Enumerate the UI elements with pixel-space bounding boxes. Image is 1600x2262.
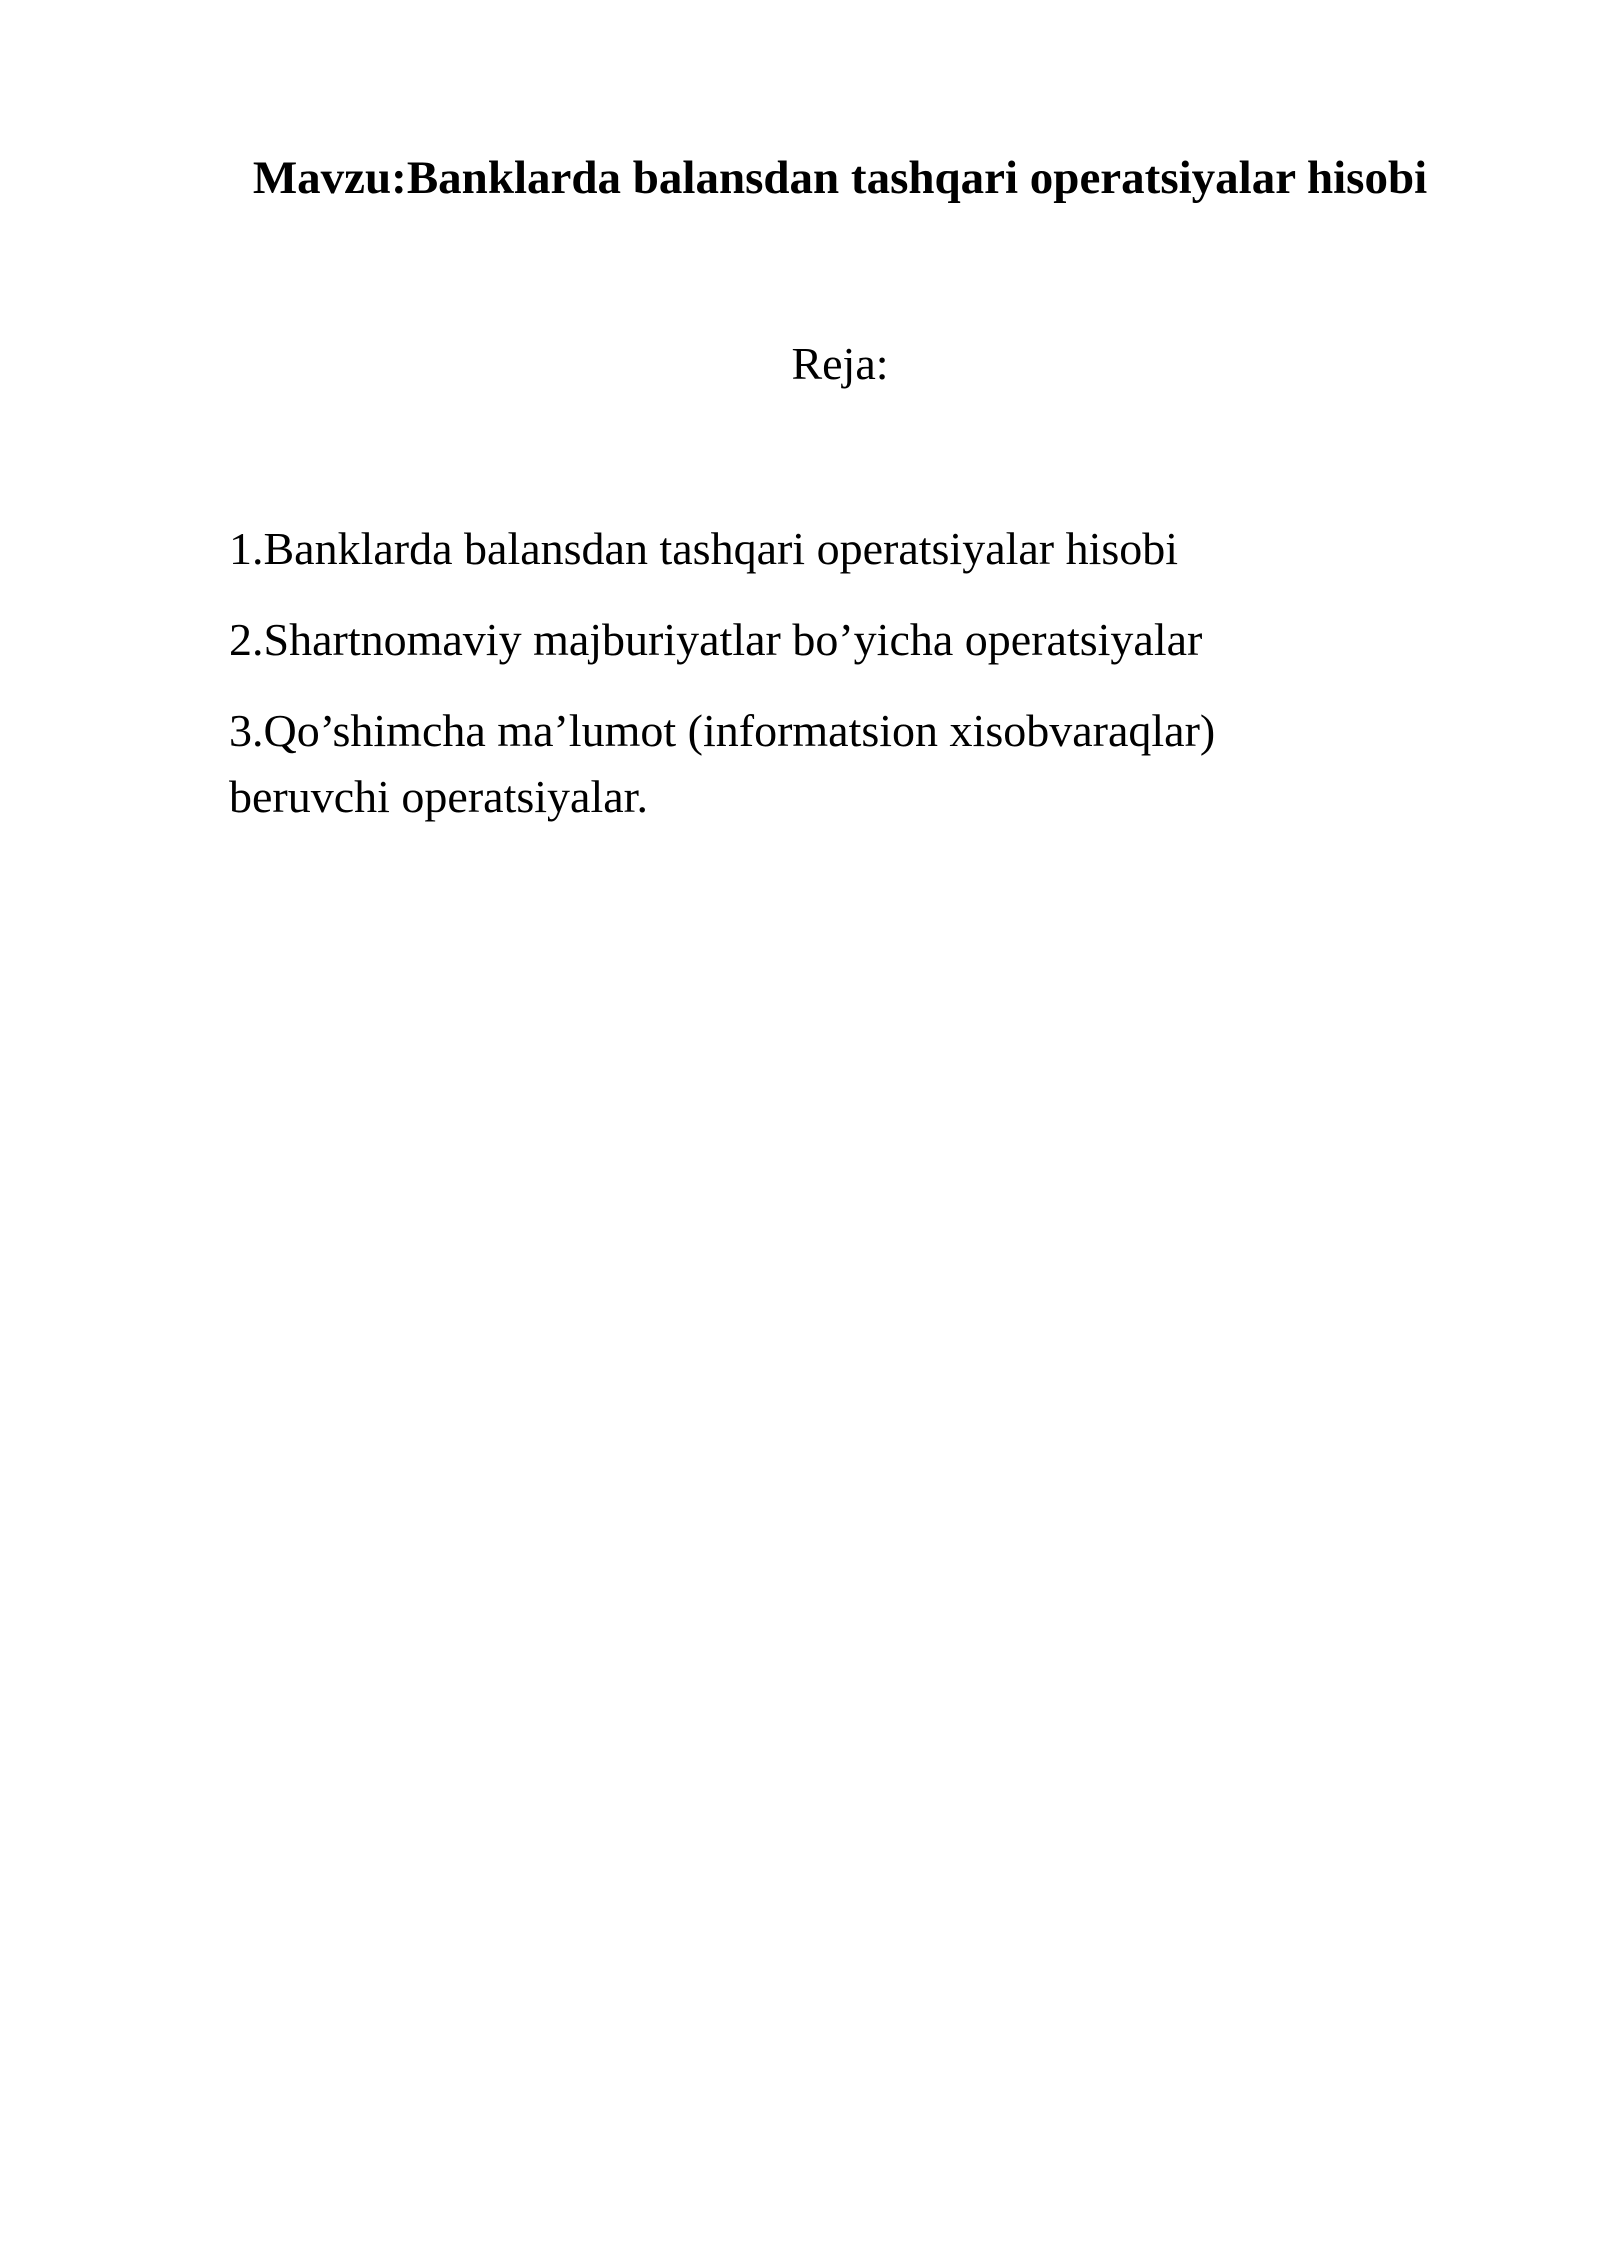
plan-item-2: 2.Shartnomaviy majburiyatlar bo’yicha operatsiyalar: [229, 614, 1203, 665]
plan-heading: Reja:: [791, 338, 889, 389]
plan-item-3-text: 3.Qo’shimcha ma’lumot (informatsion xisobvaraqlar) beruvchi operatsiyalar.: [229, 705, 1216, 822]
plan-item-3: [229, 698, 1399, 830]
document-title: Mavzu:Banklarda balansdan tashqari operatsiyalar hisobi: [252, 152, 1428, 204]
plan-list: [229, 516, 1399, 855]
plan-item-1: 1.Banklarda balansdan tashqari operatsiyalar hisobi: [229, 523, 1179, 574]
